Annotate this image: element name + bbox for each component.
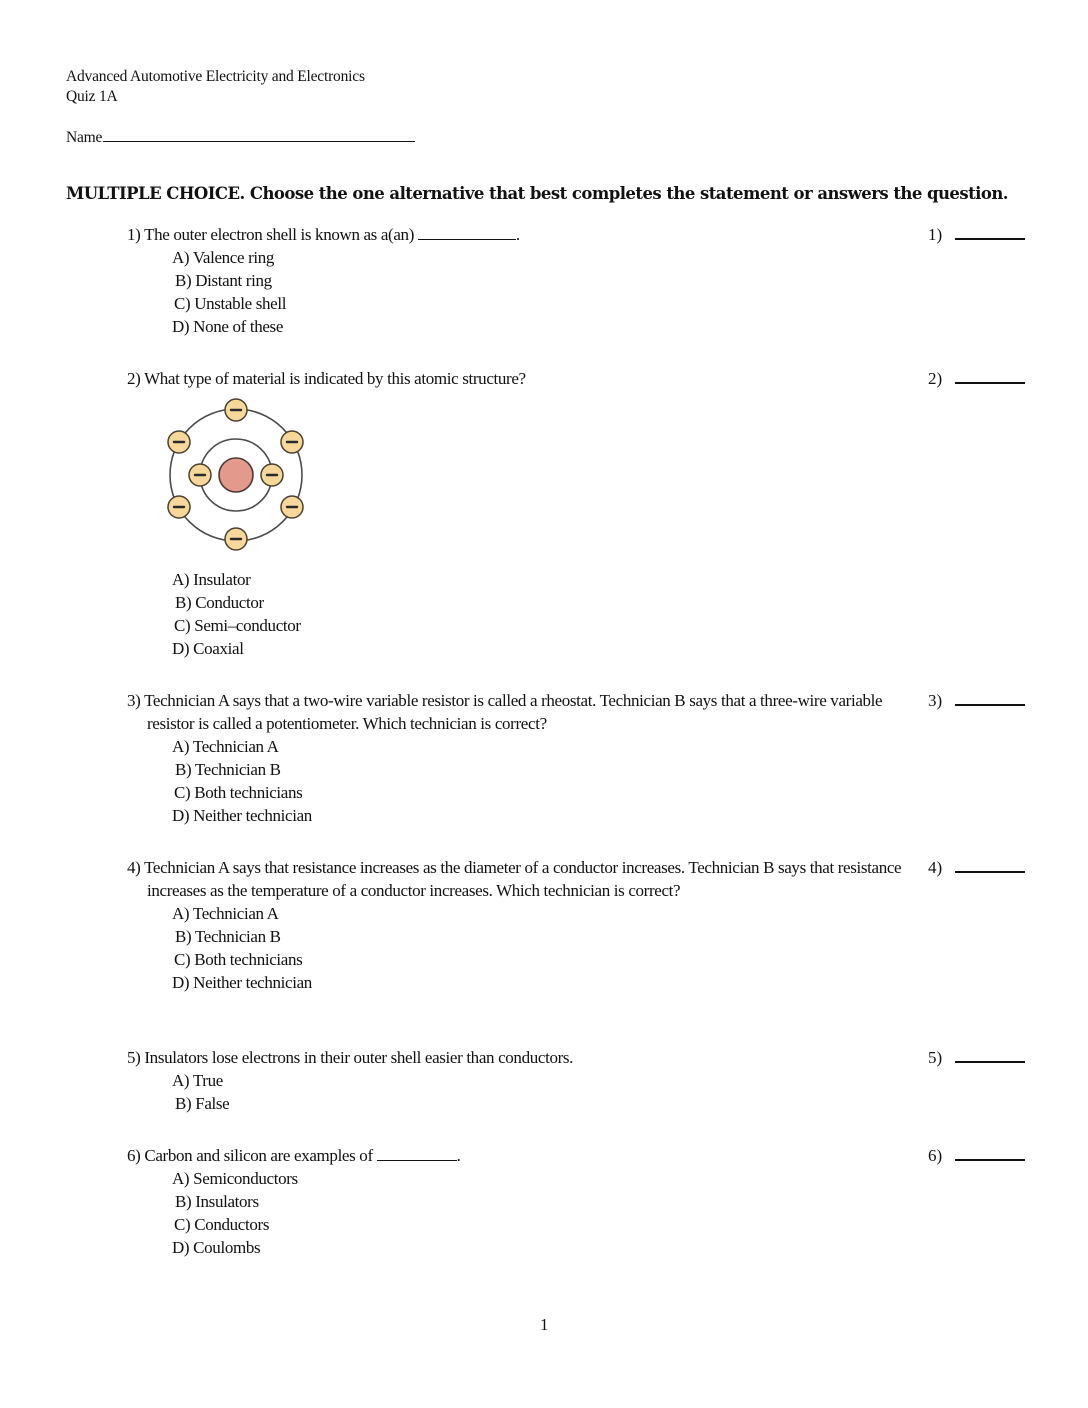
option-a[interactable]: A) Semiconductors [172,1169,298,1188]
answer-slot-4[interactable]: 4) [928,856,1025,879]
fill-in-blank [418,224,516,240]
answer-slot-3[interactable]: 3) [928,689,1025,712]
option-d[interactable]: D) Neither technician [172,806,312,825]
option-a[interactable]: A) True [172,1071,223,1090]
question-2-options [127,568,907,660]
answer-line[interactable] [955,223,1025,240]
question-stem: 3) Technician A says that a two-wire variable resistor is called a rheostat. Technician B says that a three-wire variable resistor is called a potentiometer. Which technician is correct? [127,691,883,733]
option-a[interactable]: A) Technician A [172,737,279,756]
atom-diagram-icon [160,395,320,555]
name-blank-line[interactable] [103,125,415,142]
option-d[interactable]: D) Neither technician [172,973,312,992]
question-5 [127,1046,907,1115]
option-b[interactable]: B) Technician B [175,927,281,946]
option-b[interactable]: B) Distant ring [175,271,272,290]
question-stem: 1) The outer electron shell is known as a(an) . [127,225,520,244]
options-list [172,1069,907,1115]
answer-line[interactable] [955,367,1025,384]
answer-line[interactable] [955,1144,1025,1161]
question-stem: 2) What type of material is indicated by this atomic structure? [127,369,526,388]
option-d[interactable]: D) Coaxial [172,639,244,658]
option-a[interactable]: A) Valence ring [172,248,275,267]
course-title: Advanced Automotive Electricity and Electronics [66,68,365,85]
option-a[interactable]: A) Insulator [172,570,251,589]
answer-slot-1[interactable]: 1) [928,223,1025,246]
answer-line[interactable] [955,856,1025,873]
name-field[interactable] [66,125,415,148]
fill-in-blank [377,1145,457,1161]
option-c[interactable]: C) Unstable shell [174,294,287,313]
option-c[interactable]: C) Conductors [174,1215,270,1234]
option-a[interactable]: A) Technician A [172,904,279,923]
question-1 [127,223,907,338]
options-list [172,1167,907,1259]
option-c[interactable]: C) Both technicians [174,783,303,802]
answer-slot-5[interactable]: 5) [928,1046,1025,1069]
section-instructions: MULTIPLE CHOICE. Choose the one alternative that best completes the statement or answers the question. [66,184,1008,203]
option-b[interactable]: B) Conductor [175,593,264,612]
quiz-title: Quiz 1A [66,88,118,105]
answer-slot-6[interactable]: 6) [928,1144,1025,1167]
question-stem: 4) Technician A says that resistance increases as the diameter of a conductor increases. Technician B says that resistance increases as the temperature of a conductor increases. Which technician is correct? [127,858,902,900]
question-stem: 6) Carbon and silicon are examples of . [127,1146,461,1165]
option-d[interactable]: D) None of these [172,317,284,336]
answer-line[interactable] [955,1046,1025,1063]
option-c[interactable]: C) Semi–conductor [174,616,301,635]
option-b[interactable]: B) Insulators [175,1192,259,1211]
question-stem: 5) Insulators lose electrons in their outer shell easier than conductors. [127,1048,574,1067]
option-b[interactable]: B) False [175,1094,230,1113]
answer-line[interactable] [955,689,1025,706]
options-list [172,902,912,994]
question-4 [127,856,912,994]
page-number: 1 [540,1315,549,1334]
options-list [172,735,897,827]
question-2 [127,367,907,390]
answer-slot-2[interactable]: 2) [928,367,1025,390]
options-list [172,246,907,338]
option-b[interactable]: B) Technician B [175,760,281,779]
name-label: Name [66,129,103,146]
options-list [172,568,907,660]
option-d[interactable]: D) Coulombs [172,1238,261,1257]
option-c[interactable]: C) Both technicians [174,950,303,969]
question-3 [127,689,897,827]
question-6 [127,1144,907,1259]
nucleus [219,458,253,492]
